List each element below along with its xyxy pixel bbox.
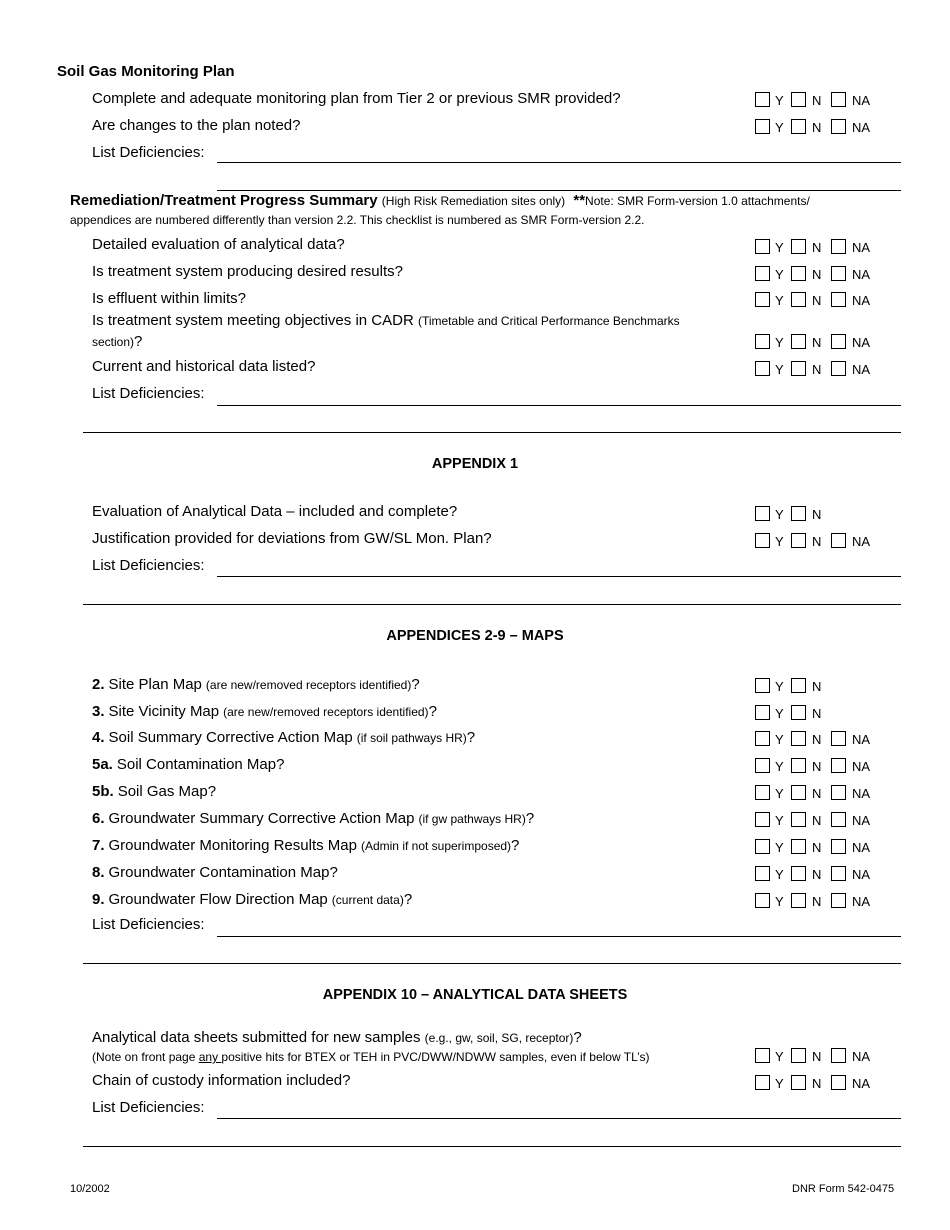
remediation-q2: Is treatment system producing desired results? [92,263,403,280]
checkbox-n[interactable] [791,292,806,307]
checkbox-label-n: N [812,706,822,721]
remediation-q4-line2 [92,333,142,351]
appendix10-q1-subnote-ul: any [198,1050,222,1064]
checkbox-n[interactable] [791,893,806,908]
map-item-number: 4. [92,729,105,746]
map-item-end: ? [403,891,413,908]
map-item [92,837,519,855]
checkbox-label-y: Y [775,362,784,377]
appendix10-q1-note: (e.g., gw, soil, SG, receptor) [424,1031,574,1045]
section-divider [83,604,901,605]
map-item-note: (if gw pathways HR) [418,812,526,826]
appendix1-q2: Justification provided for deviations from GW/SL Mon. Plan? [92,530,492,547]
checkbox-n[interactable] [791,758,806,773]
remediation-q1: Detailed evaluation of analytical data? [92,236,345,253]
checkbox-label-na: NA [852,759,871,774]
checkbox-label-n: N [812,813,822,828]
checkbox-label-na: NA [852,786,871,801]
checkbox-na[interactable] [831,292,846,307]
maps-title: APPENDICES 2-9 – MAPS [386,628,564,644]
checkbox-na[interactable] [831,839,846,854]
checkbox-na[interactable] [831,239,846,254]
appendix10-q1-subnote-post: positive hits for BTEX or TEH in PVC/DWW/NDWW samples, even if below TL’s) [221,1050,650,1064]
appendix10-q1 [92,1029,582,1047]
checkbox-label-na: NA [852,534,871,549]
checkbox-y[interactable] [755,1048,770,1063]
checkbox-n[interactable] [791,1075,806,1090]
map-item-number: 8. [92,864,105,881]
checkbox-label-n: N [812,534,822,549]
checkbox-na[interactable] [831,1048,846,1063]
maps-deficiencies-label: List Deficiencies: [92,916,205,933]
appendix10-deficiencies-field[interactable] [217,1118,901,1119]
checkbox-label-y: Y [775,507,784,522]
checkbox-label-y: Y [775,1076,784,1091]
map-item-note: (current data) [331,893,404,907]
map-item-end: ? [466,729,476,746]
checkbox-na[interactable] [831,866,846,881]
checkbox-label-na: NA [852,240,871,255]
appendix10-q1-subnote [92,1048,650,1066]
checkbox-n[interactable] [791,361,806,376]
checkbox-n[interactable] [791,705,806,720]
checkbox-label-n: N [812,679,822,694]
remediation-heading [70,192,810,209]
soil-gas-section-title: Soil Gas Monitoring Plan [57,63,235,80]
map-item-label: Soil Contamination Map? [116,756,285,773]
soil-gas-q1: Complete and adequate monitoring plan from Tier 2 or previous SMR provided? [92,90,621,107]
map-item-label: Groundwater Monitoring Results Map [108,837,357,854]
checkbox-label-na: NA [852,93,871,108]
checkbox-n[interactable] [791,812,806,827]
checkbox-label-na: NA [852,1049,871,1064]
remediation-q4 [92,312,680,330]
map-item [92,810,534,828]
checkbox-na[interactable] [831,533,846,548]
checkbox-label-na: NA [852,120,871,135]
map-item-number: 5b. [92,783,114,800]
checkbox-y[interactable] [755,758,770,773]
checkbox-y[interactable] [755,533,770,548]
remediation-q4-note: (Timetable and Critical Performance Benchmarks [417,314,680,328]
section-divider [83,963,901,964]
checkbox-label-y: Y [775,759,784,774]
map-item-label: Soil Gas Map? [117,783,217,800]
checkbox-label-y: Y [775,293,784,308]
map-item [92,703,437,721]
remediation-title-note: (High Risk Remediation sites only) [381,194,566,208]
map-item-label: Soil Summary Corrective Action Map [108,729,353,746]
map-item-number: 2. [92,676,105,693]
checkbox-y[interactable] [755,292,770,307]
checkbox-n[interactable] [791,731,806,746]
checkbox-label-n: N [812,362,822,377]
checkbox-label-na: NA [852,813,871,828]
footer-form-number: DNR Form 542-0475 [792,1183,895,1195]
checkbox-label-y: Y [775,706,784,721]
checkbox-label-y: Y [775,120,784,135]
appendix10-deficiencies-label: List Deficiencies: [92,1099,205,1116]
checkbox-n[interactable] [791,1048,806,1063]
appendix1-deficiencies-field[interactable] [217,576,901,577]
checkbox-na[interactable] [831,1075,846,1090]
remediation-deficiencies-label: List Deficiencies: [92,385,205,402]
map-item-end: ? [411,676,420,693]
checkbox-n[interactable] [791,533,806,548]
map-item-end: ? [428,703,437,720]
checkbox-label-y: Y [775,867,784,882]
checkbox-label-n: N [812,120,822,135]
map-item-label: Groundwater Flow Direction Map [108,891,328,908]
checkbox-y[interactable] [755,92,770,107]
checkbox-label-na: NA [852,840,871,855]
map-item-label: Groundwater Summary Corrective Action Map [108,810,415,827]
map-item-end: ? [525,810,535,827]
checkbox-label-y: Y [775,534,784,549]
checkbox-label-na: NA [852,732,871,747]
checkbox-n[interactable] [791,92,806,107]
checkbox-n[interactable] [791,866,806,881]
remediation-q3: Is effluent within limits? [92,290,246,307]
checkbox-label-n: N [812,267,822,282]
checkbox-na[interactable] [831,893,846,908]
soil-gas-deficiencies-label: List Deficiencies: [92,144,205,161]
checkbox-y[interactable] [755,731,770,746]
checkbox-y[interactable] [755,839,770,854]
checkbox-y[interactable] [755,785,770,800]
checkbox-label-n: N [812,507,822,522]
map-item-number: 5a. [92,756,113,773]
map-item-number: 3. [92,703,105,720]
checkbox-y[interactable] [755,1075,770,1090]
map-item [92,864,338,882]
map-item [92,891,412,909]
map-item-label: Site Vicinity Map [108,703,220,720]
checkbox-label-n: N [812,335,822,350]
remediation-title: Remediation/Treatment Progress Summary [70,192,378,209]
checkbox-y[interactable] [755,866,770,881]
checkbox-na[interactable] [831,92,846,107]
map-item-label: Site Plan Map [108,676,202,693]
checkbox-y[interactable] [755,705,770,720]
appendix1-q1: Evaluation of Analytical Data – included and complete? [92,503,458,520]
remediation-deficiencies-field[interactable] [217,405,901,406]
checkbox-label-n: N [812,894,822,909]
checkbox-label-n: N [812,240,822,255]
checkbox-y[interactable] [755,361,770,376]
checkbox-na[interactable] [831,758,846,773]
checkbox-n[interactable] [791,119,806,134]
footer-date: 10/2002 [70,1183,110,1195]
checkbox-na[interactable] [831,361,846,376]
map-item-note: (are new/removed receptors identified) [223,705,429,719]
map-item [92,756,284,774]
checkbox-label-n: N [812,1049,822,1064]
checkbox-y[interactable] [755,812,770,827]
remediation-note-line2: appendices are numbered differently than version 2.2. This checklist is numbered as SMR Form-version 2.2. [70,213,645,227]
checkbox-n[interactable] [791,839,806,854]
soil-gas-q2: Are changes to the plan noted? [92,117,301,134]
remediation-q4-note-2: section) [92,335,135,349]
checkbox-n[interactable] [791,266,806,281]
checkbox-n[interactable] [791,334,806,349]
checkbox-label-n: N [812,840,822,855]
appendix1-deficiencies-label: List Deficiencies: [92,557,205,574]
checkbox-na[interactable] [831,119,846,134]
remediation-stars: ** [573,192,586,209]
checkbox-n[interactable] [791,785,806,800]
appendix10-q1-end: ? [573,1029,582,1046]
checkbox-label-y: Y [775,93,784,108]
checkbox-label-n: N [812,293,822,308]
remediation-q4-main: Is treatment system meeting objectives in CADR [92,312,414,329]
checkbox-label-n: N [812,93,822,108]
map-item-label: Groundwater Contamination Map? [108,864,338,881]
checkbox-label-na: NA [852,362,871,377]
checkbox-n[interactable] [791,506,806,521]
checkbox-y[interactable] [755,266,770,281]
map-item-note: (are new/removed receptors identified) [205,678,412,692]
maps-deficiencies-field[interactable] [217,936,901,937]
checkbox-na[interactable] [831,812,846,827]
map-item-number: 9. [92,891,105,908]
checkbox-label-y: Y [775,786,784,801]
map-item-number: 6. [92,810,105,827]
map-item [92,676,420,694]
checkbox-label-na: NA [852,335,871,350]
map-item [92,729,475,747]
map-item-note: (if soil pathways HR) [356,731,467,745]
section-divider [83,432,901,433]
appendix10-title: APPENDIX 10 – ANALYTICAL DATA SHEETS [322,987,628,1003]
checkbox-label-y: Y [775,335,784,350]
checkbox-na[interactable] [831,731,846,746]
checkbox-y[interactable] [755,119,770,134]
checkbox-n[interactable] [791,239,806,254]
checkbox-y[interactable] [755,678,770,693]
remediation-q4-end: ? [134,333,143,350]
checkbox-y[interactable] [755,893,770,908]
checkbox-label-n: N [812,867,822,882]
checkbox-label-n: N [812,732,822,747]
checkbox-label-na: NA [852,894,871,909]
checkbox-y[interactable] [755,334,770,349]
checkbox-label-na: NA [852,867,871,882]
checkbox-na[interactable] [831,785,846,800]
checkbox-y[interactable] [755,239,770,254]
checkbox-n[interactable] [791,678,806,693]
soil-gas-deficiencies-field-2[interactable] [217,190,901,191]
checkbox-label-y: Y [775,840,784,855]
checkbox-na[interactable] [831,334,846,349]
appendix10-q1-subnote-pre: (Note on front page [92,1050,199,1064]
soil-gas-deficiencies-field[interactable] [217,162,901,163]
checkbox-label-y: Y [775,732,784,747]
appendix10-q1-main: Analytical data sheets submitted for new samples [92,1029,421,1046]
section-divider [83,1146,901,1147]
checkbox-label-y: Y [775,813,784,828]
checkbox-label-y: Y [775,240,784,255]
map-item-note: (Admin if not superimposed) [360,839,512,853]
map-item-end: ? [511,837,520,854]
checkbox-label-n: N [812,759,822,774]
checkbox-label-y: Y [775,1049,784,1064]
checkbox-label-n: N [812,786,822,801]
remediation-q5: Current and historical data listed? [92,358,316,375]
map-item [92,783,216,801]
checkbox-label-y: Y [775,894,784,909]
checkbox-label-y: Y [775,679,784,694]
checkbox-label-na: NA [852,1076,871,1091]
appendix1-title: APPENDIX 1 [431,456,519,472]
checkbox-y[interactable] [755,506,770,521]
checkbox-na[interactable] [831,266,846,281]
remediation-note-line1: Note: SMR Form-version 1.0 attachments/ [585,194,810,208]
appendix10-q2: Chain of custody information included? [92,1072,351,1089]
checkbox-label-n: N [812,1076,822,1091]
checkbox-label-na: NA [852,267,871,282]
checkbox-label-na: NA [852,293,871,308]
map-item-number: 7. [92,837,105,854]
checkbox-label-y: Y [775,267,784,282]
